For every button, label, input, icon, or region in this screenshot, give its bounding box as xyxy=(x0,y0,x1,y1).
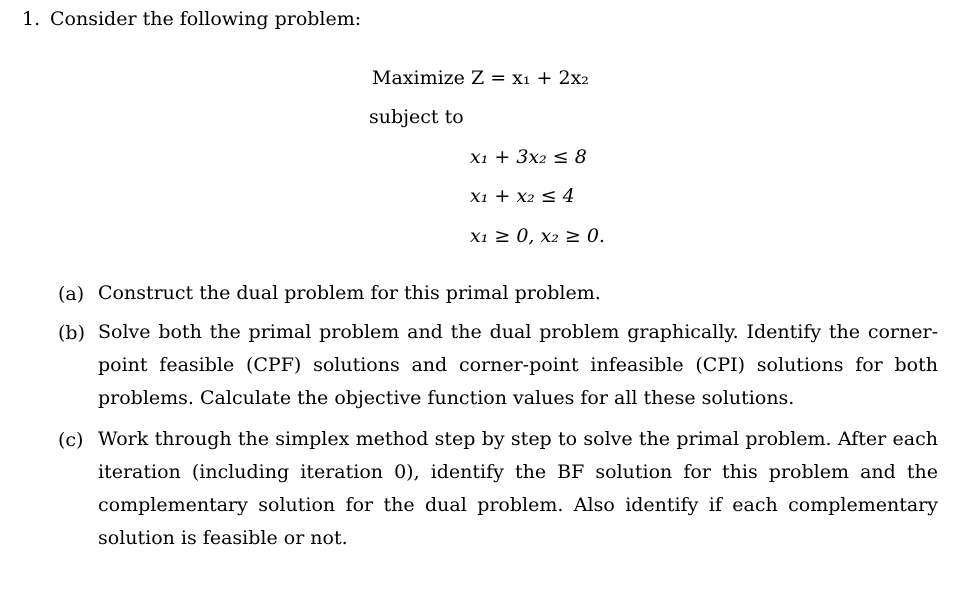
part-c-text: Work through the simplex method step by step to solve the primal problem. After each iteration (including iteration 0), identify the BF solution for this problem and the complementary solution for the dual problem. Also identify if each complementary solution is feasible or not. xyxy=(98,428,938,549)
problem-number: 1. xyxy=(22,8,41,30)
part-c-label: (c) xyxy=(58,429,84,451)
constraint-1: x₁ + 3x₂ ≤ 8 xyxy=(470,146,587,168)
intro-text: Consider the following problem: xyxy=(50,8,362,30)
part-b-label: (b) xyxy=(58,322,85,344)
subject-to-label: subject to xyxy=(369,106,464,128)
objective-function: Maximize Z = x₁ + 2x₂ xyxy=(372,67,589,89)
constraint-2: x₁ + x₂ ≤ 4 xyxy=(470,185,575,207)
nonnegativity-constraint: x₁ ≥ 0, x₂ ≥ 0. xyxy=(470,225,605,247)
part-a-text: Construct the dual problem for this primal problem. xyxy=(98,282,601,304)
part-a-label: (a) xyxy=(58,283,85,305)
part-b-text: Solve both the primal problem and the dual problem graphically. Identify the corner-point feasible (CPF) solutions and corner-point infeasible (CPI) solutions for both problems. Calculate the objective function values for all these solutions. xyxy=(98,321,938,409)
